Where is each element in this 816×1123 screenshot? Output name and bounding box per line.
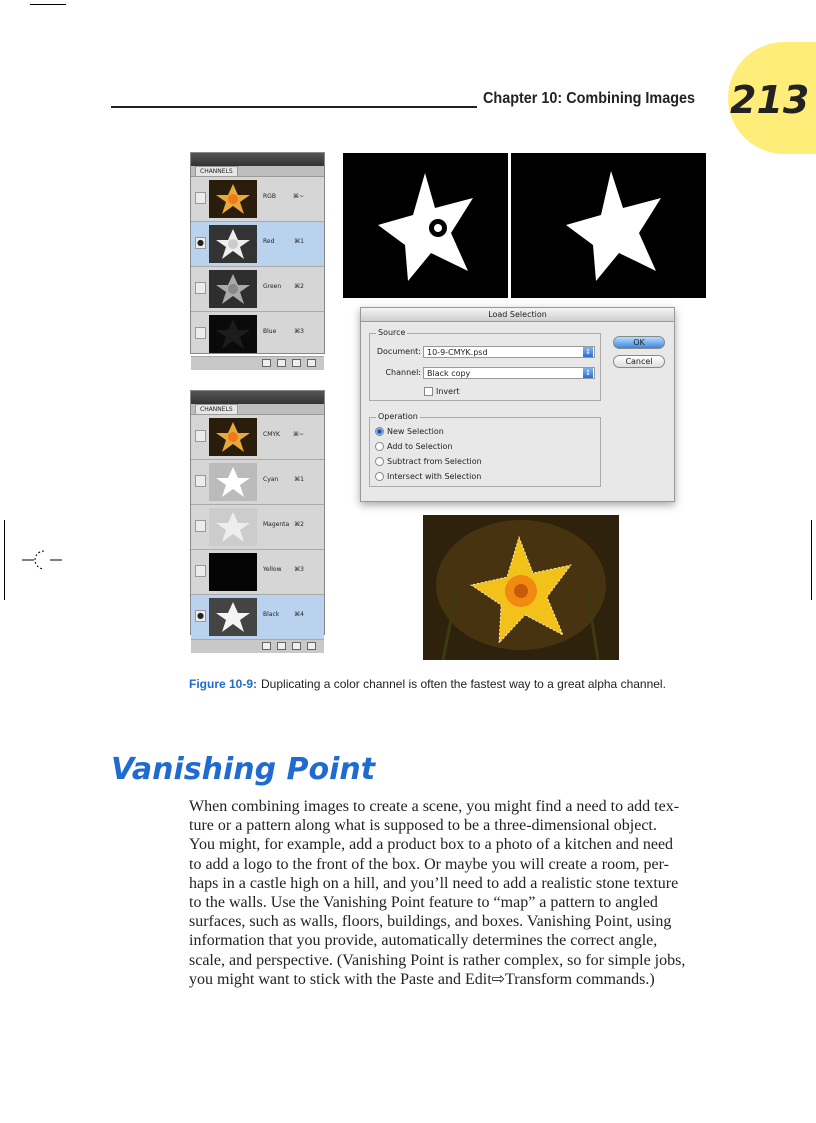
crop-mark	[30, 4, 66, 5]
invert-checkbox[interactable]	[424, 387, 433, 396]
visibility-box[interactable]	[195, 430, 206, 442]
new-channel-icon[interactable]	[292, 359, 301, 367]
channels-panel-cmyk	[190, 390, 325, 635]
channel-row-yellow[interactable]: Yellow ⌘3	[191, 550, 324, 595]
registration-mark-icon	[22, 548, 62, 572]
channel-row-blue[interactable]: Blue ⌘3	[191, 312, 324, 357]
channel-row-cmyk[interactable]: CMYK ⌘~	[191, 415, 324, 460]
channel-mask-image	[343, 153, 508, 298]
radio-new-selection[interactable]	[375, 427, 384, 436]
crop-mark	[811, 520, 812, 600]
channel-row-black[interactable]: ● Black ⌘4	[191, 595, 324, 640]
body-line: When combining images to create a scene, you might find a need to add tex-	[189, 798, 680, 815]
select-arrows-icon: ↕	[583, 368, 593, 378]
source-group: Source	[369, 333, 601, 401]
channel-thumbnail	[209, 180, 257, 218]
body-line: haps in a castle high on a hill, and you’ll need to add a realistic stone texture	[189, 874, 679, 892]
trash-icon[interactable]	[307, 359, 316, 367]
eye-icon[interactable]: ●	[195, 237, 206, 249]
load-selection-dialog: Load Selection Source Document: 10-9-CMYK.psd ↕ Channel: Black copy ↕ Invert Operation New Selection Add to Selection Subtract from Selection Intersect with Selection OK Cancel	[360, 307, 675, 502]
body-line: ture or a pattern along what is supposed to be a three-dimensional object.	[189, 817, 657, 835]
channel-thumbnail	[209, 598, 257, 636]
body-line: scale, and perspective. (Vanishing Point is rather complex, so for simple jobs,	[189, 951, 686, 969]
channel-row-cyan[interactable]: Cyan ⌘1	[191, 460, 324, 505]
channel-thumbnail	[209, 508, 257, 546]
document-select[interactable]: 10-9-CMYK.psd ↕	[423, 346, 595, 358]
operation-group: Operation	[369, 417, 601, 487]
chapter-title: Chapter 10: Combining Images	[483, 90, 696, 107]
body-line: information that you provide, automatically determines the correct angle,	[189, 932, 658, 950]
panel-tab[interactable]: CHANNELS	[191, 166, 324, 177]
body-line: surfaces, such as walls, floors, buildings, and boxes. Vanishing Point, using	[189, 913, 672, 931]
body-line: to add a logo to the front of the box. Or maybe you will create a room, per-	[189, 855, 669, 873]
channel-thumbnail	[209, 225, 257, 263]
alpha-mask-image	[511, 153, 706, 298]
save-selection-icon[interactable]	[277, 642, 286, 650]
channel-row-magenta[interactable]: Magenta ⌘2	[191, 505, 324, 550]
panel-titlebar	[191, 153, 324, 166]
header-rule	[111, 106, 477, 108]
body-line: you might want to stick with the Paste and Edit⇨Transform commands.)	[189, 970, 655, 988]
panel-footer	[191, 357, 324, 370]
select-arrows-icon: ↕	[583, 347, 593, 357]
channel-thumbnail	[209, 270, 257, 308]
channel-select[interactable]: Black copy ↕	[423, 367, 595, 379]
load-channel-icon[interactable]	[262, 642, 271, 650]
page-number: 213	[730, 78, 810, 122]
daffodil-photo	[423, 515, 619, 660]
channel-row-green[interactable]: Green ⌘2	[191, 267, 324, 312]
radio-subtract-from-selection[interactable]	[375, 457, 384, 466]
channel-label: Channel:	[385, 368, 421, 377]
figure-caption	[189, 677, 666, 691]
visibility-box[interactable]	[195, 192, 206, 204]
visibility-box[interactable]	[195, 475, 206, 487]
channel-thumbnail	[209, 553, 257, 591]
panel-tab[interactable]: CHANNELS	[191, 404, 324, 415]
panel-titlebar	[191, 391, 324, 404]
dialog-title: Load Selection	[361, 308, 674, 322]
eye-icon[interactable]: ●	[195, 610, 206, 622]
body-line: You might, for example, add a product box to a photo of a kitchen and need	[189, 836, 674, 854]
channel-row-rgb[interactable]: RGB ⌘~	[191, 177, 324, 222]
visibility-box[interactable]	[195, 520, 206, 532]
figure-caption-text: Duplicating a color channel is often the fastest way to a great alpha channel.	[261, 677, 666, 691]
body-line: to the walls. Use the Vanishing Point feature to “map” a pattern to angled	[189, 894, 658, 912]
trash-icon[interactable]	[307, 642, 316, 650]
channels-panel-rgb	[190, 152, 325, 354]
visibility-box[interactable]	[195, 565, 206, 577]
channel-thumbnail	[209, 418, 257, 456]
ok-button[interactable]: OK	[613, 336, 665, 349]
radio-add-to-selection[interactable]	[375, 442, 384, 451]
section-heading: Vanishing Point	[111, 752, 376, 787]
invert-label: Invert	[436, 387, 460, 396]
new-channel-icon[interactable]	[292, 642, 301, 650]
visibility-box[interactable]	[195, 282, 206, 294]
crop-mark	[4, 520, 5, 600]
channel-thumbnail	[209, 315, 257, 353]
visibility-box[interactable]	[195, 327, 206, 339]
figure-label: Figure 10-9:	[189, 677, 258, 691]
panel-footer	[191, 640, 324, 653]
channel-row-red[interactable]: ● Red ⌘1	[191, 222, 324, 267]
radio-intersect-with-selection[interactable]	[375, 472, 384, 481]
cancel-button[interactable]: Cancel	[613, 355, 665, 368]
body-paragraph	[189, 797, 719, 989]
channel-thumbnail	[209, 463, 257, 501]
document-label: Document:	[376, 347, 421, 356]
load-channel-icon[interactable]	[262, 359, 271, 367]
save-selection-icon[interactable]	[277, 359, 286, 367]
